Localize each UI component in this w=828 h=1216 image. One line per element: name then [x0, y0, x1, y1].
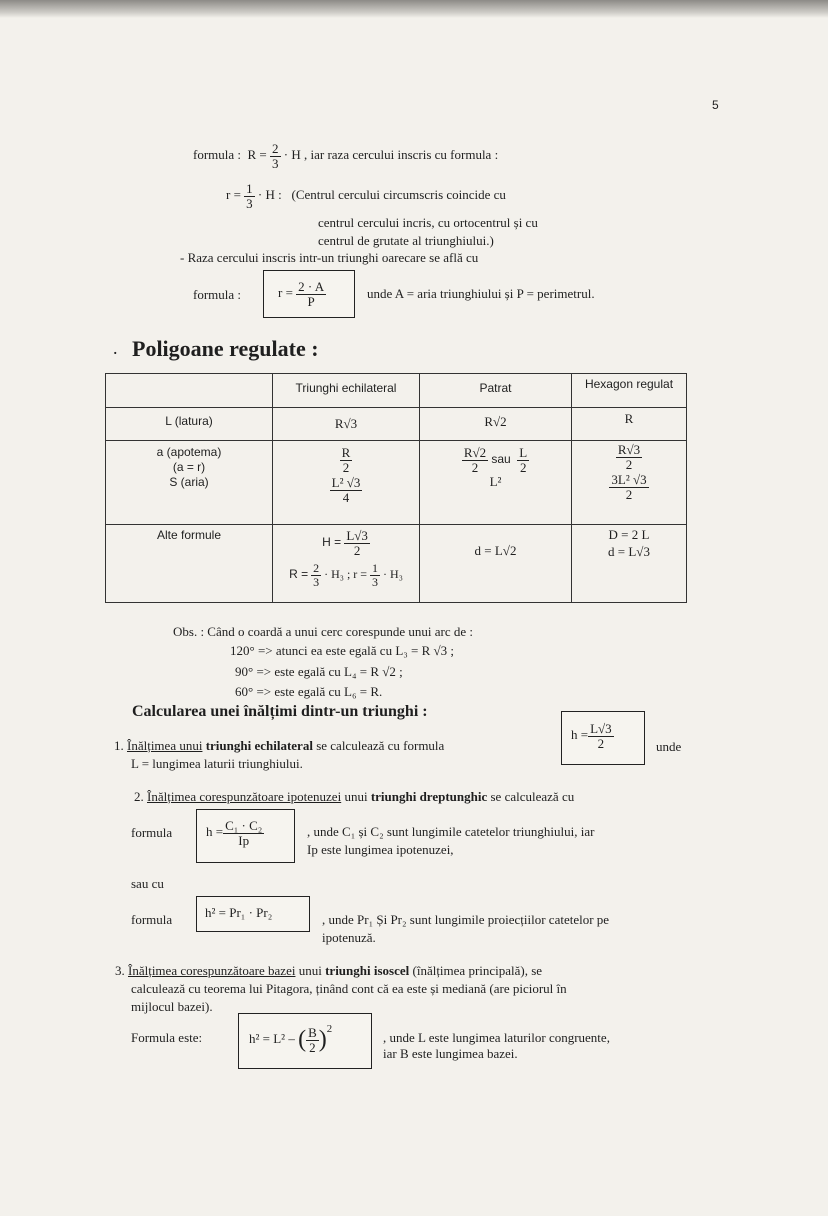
frac-den: 4 — [342, 489, 350, 505]
frac-den: 2 — [625, 456, 633, 472]
r-fraction — [244, 182, 255, 210]
frac-num: 3L² √3 — [611, 472, 647, 488]
item1-underlined: Înălțimea unui — [127, 738, 203, 753]
hex-apotema-aria — [572, 441, 687, 525]
frac-den: 2 — [519, 459, 527, 475]
header-empty — [106, 374, 273, 408]
r3-tail: · H₃ — [383, 567, 403, 582]
frac-num: L√3 — [346, 528, 368, 543]
item2-f1-text2: Ip este lungimea ipotenuzei, — [307, 842, 454, 857]
frac-num: L — [519, 445, 528, 460]
frac-den: 2 — [625, 486, 633, 502]
h-lhs: h = — [206, 824, 224, 840]
raza-line: - Raza cercului inscris intr-un triunghi oarecare se află cu — [180, 250, 479, 265]
frac-num: R — [341, 445, 351, 460]
item3-num: 3. — [115, 963, 128, 978]
item3-formula-label: Formula este: — [131, 1030, 203, 1045]
R-fraction — [270, 142, 281, 170]
item2-formula1-label: formula — [131, 825, 173, 840]
h-projections-formula: h² = Pr₁ · Pr₂ — [205, 905, 273, 920]
r-area-formula-box — [263, 270, 355, 318]
frac-den: 2 — [309, 1039, 316, 1055]
frac-num: R√3 — [617, 442, 641, 457]
h-ipotenuza-formula — [206, 819, 264, 847]
header-triunghi: Triunghi echilateral — [273, 374, 420, 408]
sq-diagonala: d = L√2 — [420, 525, 572, 603]
sau-text: sau — [491, 452, 511, 467]
polygon-table — [105, 373, 687, 603]
r3-frac — [370, 562, 380, 588]
table-row-alte — [106, 525, 687, 603]
item3-line1 — [115, 963, 542, 979]
hex-d: d = L√3 — [608, 544, 650, 559]
frac-num: 1 — [246, 181, 253, 196]
frac-num: L² √3 — [331, 475, 361, 491]
item1-line1 — [114, 738, 444, 754]
sq-aria: L² — [489, 474, 502, 490]
R-tail: · H , iar raza cercului inscris cu formula : — [283, 147, 499, 163]
item2-f1-text1: , unde C₁ și C₂ sunt lungimile catetelor triunghiului, iar — [307, 824, 595, 839]
sq-latura: R√2 — [420, 408, 572, 441]
obs-line-0: Obs. : Când o coardă a unui cerc corespunde unui arc de : — [173, 624, 473, 639]
r-lhs: r = — [226, 187, 241, 203]
r2-fraction — [296, 280, 326, 308]
h-lhs: h² = L² – — [249, 1031, 295, 1047]
frac-num: 2 — [272, 141, 279, 156]
obs-line-2: 90° => este egală cu L₄ = R √2 ; — [235, 664, 403, 679]
item3-bold: triunghi isoscel — [325, 963, 410, 978]
frac-den: 2 — [353, 542, 361, 558]
item3-f-text2: iar B este lungimea bazei. — [383, 1046, 518, 1061]
section-title-inaltimi: Calcularea unei înălțimi dintr-un triunghi : — [132, 703, 428, 720]
table-row — [106, 408, 687, 441]
frac-num: C₁ · C₂ — [225, 818, 263, 833]
header-patrat: Patrat — [420, 374, 572, 408]
frac-den: 2 — [471, 459, 479, 475]
frac-num: 2 — [313, 561, 320, 576]
frac-den: 3 — [272, 155, 279, 171]
tri-latura: R√3 — [273, 408, 420, 441]
label-aria: S (aria) — [169, 475, 209, 489]
obs-line-3: 60° => este egală cu L₆ = R. — [235, 684, 383, 699]
frac-num: R√2 — [463, 445, 487, 460]
r-tail: · H : — [257, 187, 282, 203]
h-ipotenuza-box — [196, 809, 295, 863]
frac-den: 2 — [342, 459, 350, 475]
item2-rest: se calculează cu — [487, 789, 575, 804]
frac-den: 3 — [313, 574, 320, 589]
frac-num: 1 — [372, 561, 379, 576]
item1-rest: se calculează cu formula — [312, 738, 445, 753]
H-lhs: H = — [322, 535, 342, 550]
page-number: 5 — [712, 98, 719, 112]
frac-den: P — [307, 293, 315, 309]
item3-line3: mijlocul bazei). — [131, 999, 213, 1014]
label-apotema: a (apotema) — [156, 445, 222, 459]
header-hexagon: Hexagon regulat — [572, 374, 687, 408]
item3-underlined: Înălțimea corespunzătoare bazei — [128, 963, 296, 978]
sq-apotema-frac1 — [462, 446, 488, 474]
R3-frac — [311, 562, 321, 588]
R3-mid: · H₃ ; r = — [324, 567, 368, 582]
tri-apotema-aria — [273, 441, 420, 525]
item2-underlined: Înălțimea corespunzătoare ipotenuzei — [147, 789, 342, 804]
item3-rest: (înălțimea principală), se — [409, 963, 543, 978]
table-row-apotema-aria — [106, 441, 687, 525]
r-formula-line — [226, 182, 506, 210]
item2-f2-text2: ipotenuză. — [322, 930, 376, 945]
h-isoscel-box — [238, 1013, 372, 1069]
tri-alte — [273, 525, 420, 603]
R3-lhs: R = — [289, 567, 309, 582]
h-projections-box — [196, 896, 310, 932]
r-note-1: (Centrul cercului circumscris coincide cu — [291, 187, 506, 203]
B-over-2 — [306, 1026, 319, 1054]
item2-sau: sau cu — [131, 876, 164, 891]
r2-lhs: r = — [278, 285, 293, 301]
tri-apotema — [340, 446, 353, 474]
item3-line2: calculează cu teorema lui Pitagora, ținând cont că ea este și mediană (are piciorul în — [131, 981, 567, 996]
frac-den: 3 — [246, 195, 253, 211]
tri-aria — [330, 476, 363, 504]
R-lhs: R = — [247, 147, 267, 163]
formula-label: formula : — [193, 147, 242, 163]
item3-text: unui — [295, 963, 326, 978]
sq-apotema-aria — [420, 441, 572, 525]
sq-apotema — [423, 443, 568, 474]
h-lhs: h = — [571, 727, 589, 743]
frac-den: 3 — [372, 574, 379, 589]
tri-H-formula — [276, 527, 416, 557]
hex-alte — [572, 525, 687, 603]
tri-Rr-formula — [276, 557, 416, 588]
exponent: 2 — [326, 1022, 333, 1035]
r-note-3: centrul de grutate al triunghiului.) — [318, 233, 494, 248]
item2-text: unui — [341, 789, 371, 804]
hex-aria — [609, 473, 648, 501]
h-isoscel-formula: h² = L² – ( $\frac{B}{2}$ )$^2$ — [249, 1022, 333, 1055]
item1-unde: unde — [656, 739, 682, 754]
item2-line1 — [134, 789, 574, 805]
scan-top-edge — [0, 0, 828, 18]
label-a-eq-r: (a = r) — [172, 460, 206, 474]
r2-tail: unde A = aria triunghiului și P = perimetrul. — [367, 286, 595, 301]
h-frac — [223, 819, 264, 847]
hex-latura: R — [572, 408, 687, 441]
section-bullet: . — [113, 338, 118, 358]
obs-line-1: 120° => atunci ea este egală cu L₃ = R √3 ; — [230, 643, 455, 658]
r2-formula — [278, 280, 326, 308]
R-formula-line — [193, 142, 498, 170]
item1-bold: triunghi echilateral — [205, 738, 313, 753]
section-title-poligoane: Poligoane regulate : — [132, 336, 319, 361]
formula2-label: formula : — [193, 287, 242, 302]
frac-num: B — [308, 1025, 317, 1040]
H-frac — [344, 529, 370, 557]
item2-bold: triunghi dreptunghic — [370, 789, 488, 804]
frac-num: L√3 — [590, 721, 612, 736]
item1-num: 1. — [114, 738, 127, 753]
table-header-row — [106, 374, 687, 408]
hex-D: D = 2 L — [608, 527, 650, 542]
sq-apotema-frac2 — [517, 446, 529, 474]
r-note-2: centrul cercului incris, cu ortocentrul și cu — [318, 215, 538, 230]
label-alte-formule: Alte formule — [106, 525, 273, 603]
h-equilateral-box — [561, 711, 645, 765]
label-apotema-aria — [106, 441, 273, 525]
item2-formula2-label: formula — [131, 912, 173, 927]
item2-f2-text1: , unde Pr₁ Și Pr₂ sunt lungimile proiecțiilor catetelor pe — [322, 912, 610, 927]
item3-f-text1: , unde L este lungimea laturilor congruente, — [383, 1030, 610, 1045]
frac-den: 2 — [597, 735, 605, 751]
item1-line2: L = lungimea laturii triunghiului. — [131, 756, 303, 771]
frac-den: Ip — [238, 832, 250, 848]
label-latura: L (latura) — [106, 408, 273, 441]
h-frac — [588, 722, 614, 750]
h-equilateral-formula — [571, 722, 614, 750]
frac-num: 2 · A — [298, 279, 325, 294]
hex-apotema — [616, 443, 642, 471]
item2-num: 2. — [134, 789, 147, 804]
